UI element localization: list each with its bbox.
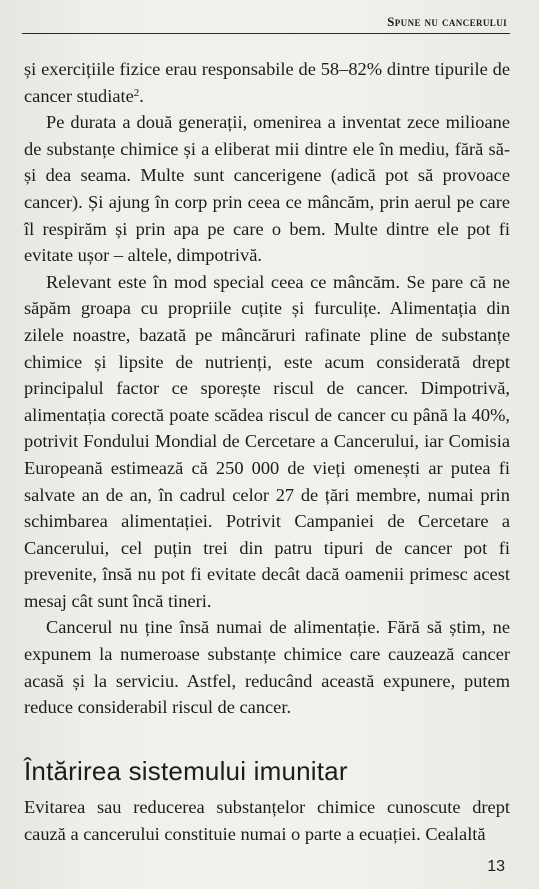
- paragraph-diet: Relevant este în mod special ceea ce mâncăm. Se pare că ne săpăm groapa cu propriile cuțite și furculițe. Alimentația din zilele noastre, bazată pe mâncăruri rafinate pline de substanțe chimice și lipsite de nutrienți, este acum considerată drept principalul factor ce sporește riscul de cancer. Dimpotrivă, alimentația corectă poate scădea riscul de cancer cu până la 40%, potrivit Fondului Mondial de Cercetare a Cancerului, iar Comisia Europeană estimează că 250 000 de vieți omenești ar putea fi salvate an de an, în cadrul celor 27 de țări membre, numai prin schimbarea alimentației. Potrivit Campaniei de Cercetare a Cancerului, cel puțin trei din patru tipuri de cancer pot fi prevenite, însă nu pot fi evitate decât dacă oamenii primesc acest mesaj cât sunt încă tineri.: [24, 271, 510, 611]
- section-body: [24, 794, 510, 847]
- paragraph-continuation-text: și exercițiile fizice erau responsabile de 58–82% dintre tipurile de cancer studiate: [24, 59, 510, 106]
- running-head: Spune nu cancerului: [387, 14, 507, 29]
- paragraph-continuation: [24, 56, 510, 109]
- paragraph-chemicals: Pe durata a două generații, omenirea a inventat zece milioane de substanțe chimice și a eliberat mii dintre ele în mediu, fără să-și dea seama. Multe sunt cancerigene (adică pot să provoace cancer). Și ajung în corp prin ceea ce mâncăm, prin aerul pe care îl respirăm și prin apa pe care o bem. Multe dintre ele pot fi evitate ușor – altele, dimpotrivă.: [24, 112, 510, 266]
- section-first-paragraph: Evitarea sau reducerea substanțelor chimice cunoscute drept cauză a cancerului constituie numai o parte a ecuației. Cealaltă: [24, 797, 510, 844]
- page-number: 13: [487, 858, 505, 875]
- header-rule: [22, 33, 510, 34]
- body-text: [24, 56, 510, 721]
- paragraph-continuation-tail: .: [139, 85, 144, 106]
- footnote-ref: 2: [133, 86, 140, 99]
- section-heading: Întărirea sistemului imunitar: [24, 755, 348, 786]
- paragraph-exposure: Cancerul nu ține însă numai de alimentație. Fără să știm, ne expunem la numeroase substanțe chimice care cauzează cancer acasă și la serviciu. Astfel, reducând această expunere, putem reduce considerabil riscul de cancer.: [24, 617, 510, 718]
